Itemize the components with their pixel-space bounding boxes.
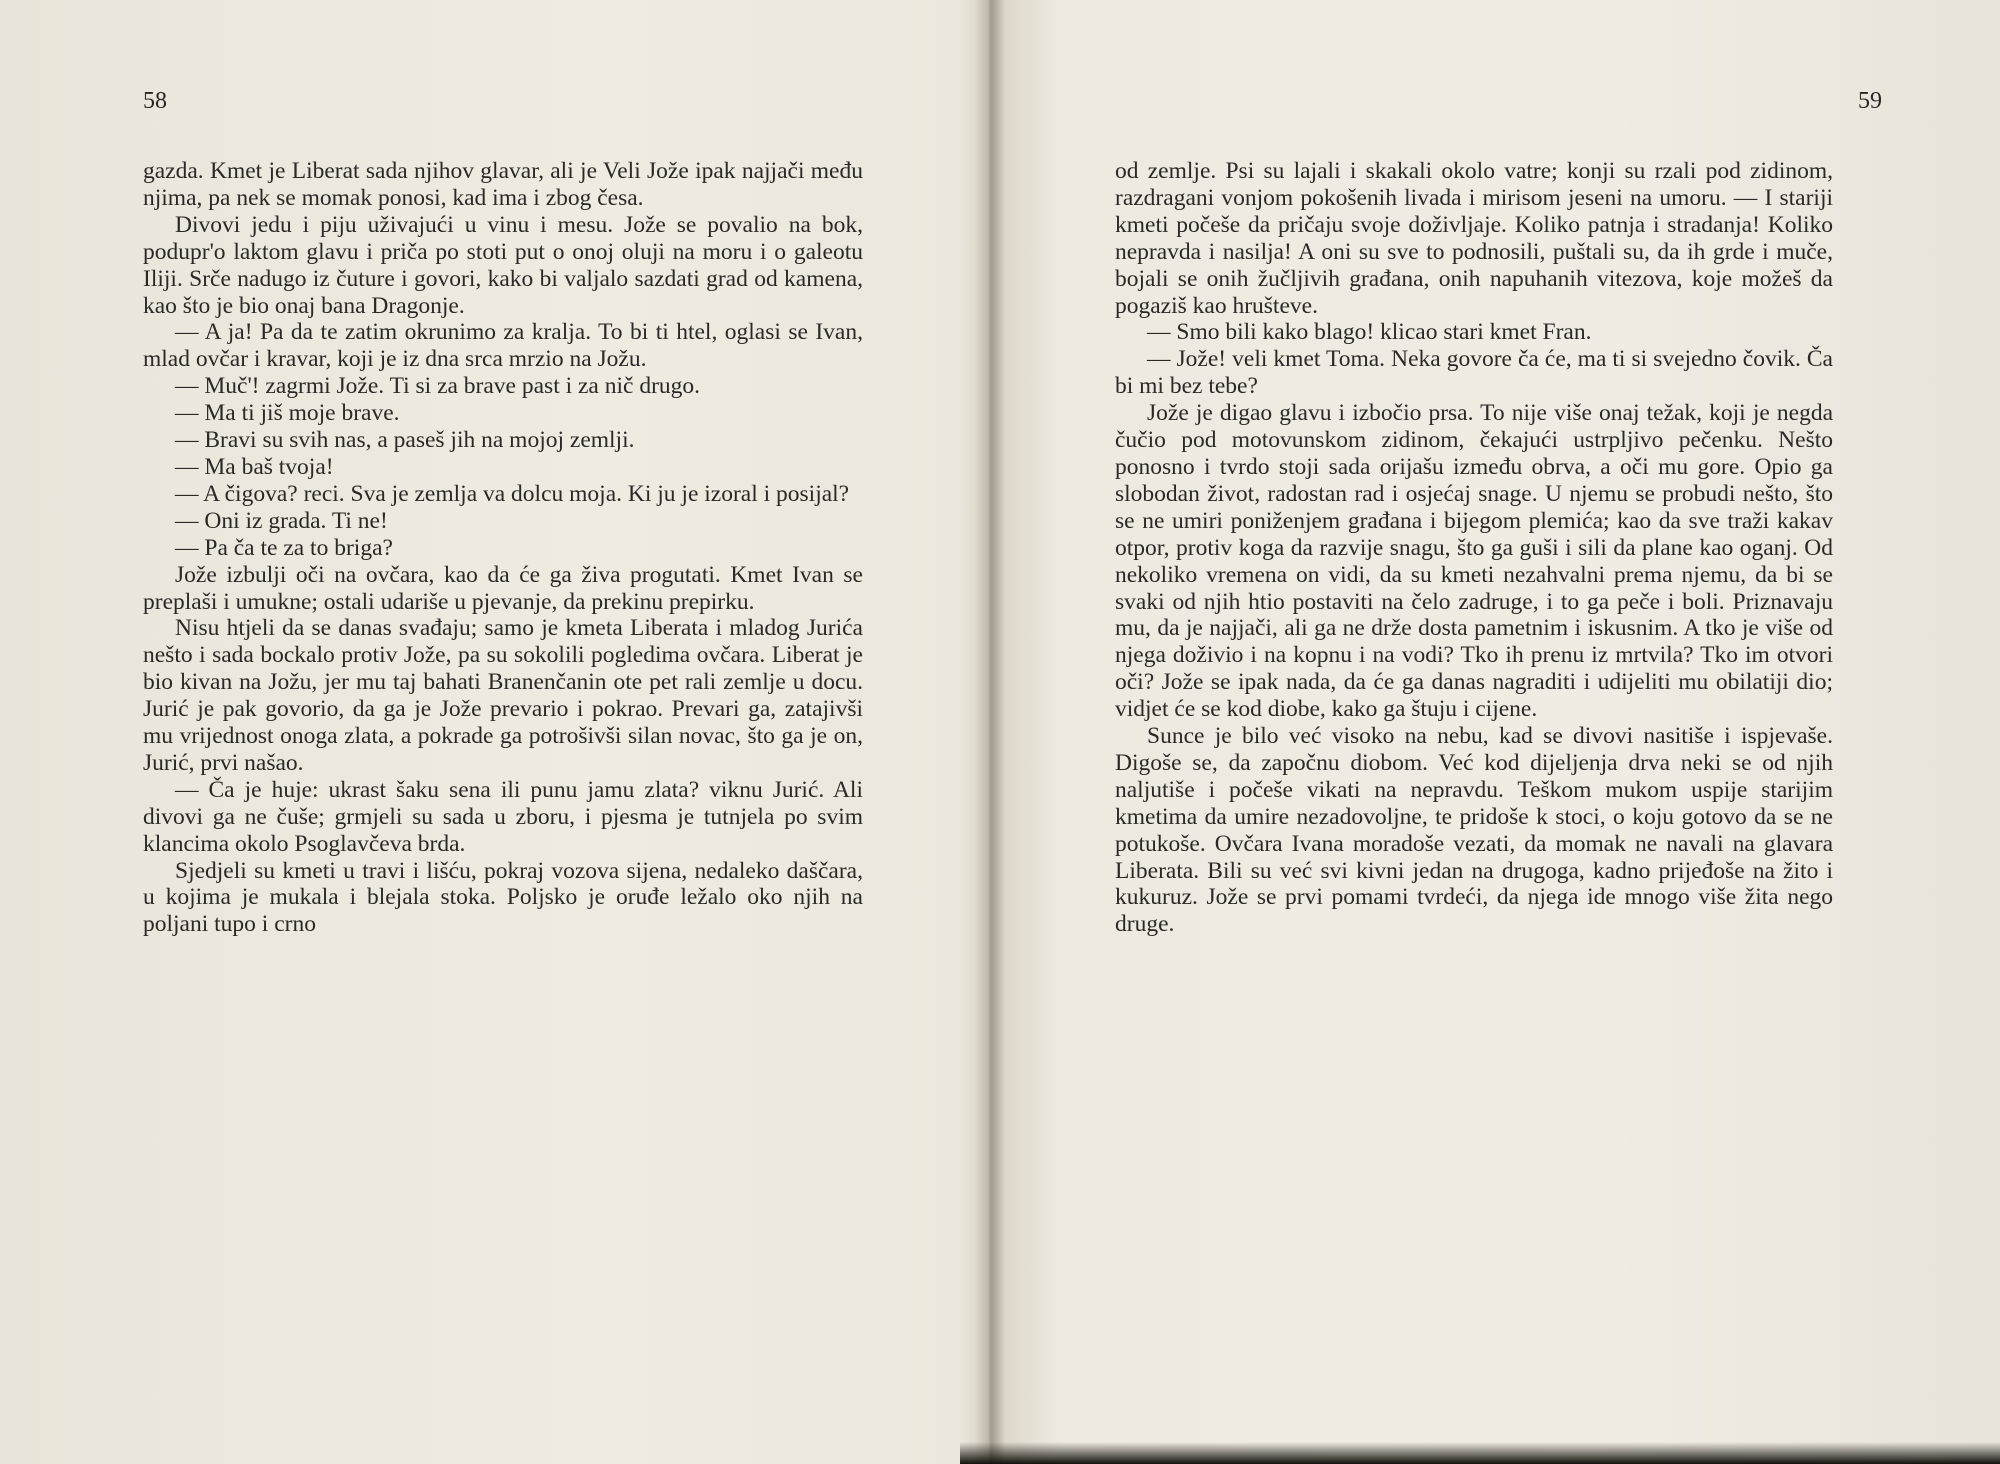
paragraph: Sunce je bilo već visoko na nebu, kad se divovi nasitiše i ispjevaše. Digoše se, da započnu diobom. Već kod dijeljenja drva neki se od njih naljutiše i počeše vikati na nepravdu. Teškom mukom uspije starijim kmetima da umire nezadovoljne, te pridoše k stoci, o koju gotovo da se ne potukoše. Ovčara Ivana moradoše vezati, da momak ne navali na glavara Liberata. Bili su već svi kivni jedan na drugoga, kadno prijeđoše na žito i kukuruz. Jože se prvi pomami tvrdeći, da njega ide mnogo više žita nego druge. <box>1115 723 1833 938</box>
right-page <box>1000 0 2000 1464</box>
right-page-text <box>1115 158 1833 938</box>
paragraph: Jože izbulji oči na ovčara, kao da će ga živa progutati. Kmet Ivan se preplaši i umukne; ostali udariše u pjevanje, da prekinu prepirku. <box>143 561 863 615</box>
paragraph: — Ma baš tvoja! <box>175 453 334 480</box>
paragraph: Sjedjeli su kmeti u travi i lišću, pokraj vozova sijena, nedaleko daščara, u kojima je mukala i blejala stoka. Poljsko je oruđe ležalo oko njih na poljani tupo i crno <box>143 857 863 938</box>
paragraph: Nisu htjeli da se danas svađaju; samo je kmeta Liberata i mladog Jurića nešto i sada bockalo protiv Jože, pa su sokolili pogledima ovčara. Liberat je bio kivan na Jožu, jer mu taj bahati Branenčanin ote pet rali zemlje u docu. Jurić je pak govorio, da ga je Jože prevario i pokrao. Prevari ga, zatajivši mu vrijednost onoga zlata, a pokrade ga potrošivši silan novac, što ga je on, Jurić, prvi našao. <box>143 615 863 776</box>
left-page-text <box>143 158 863 938</box>
paragraph: — Ma ti jiš moje brave. <box>175 400 400 427</box>
paragraph: — Ča je huje: ukrast šaku sena ili punu jamu zlata? viknu Jurić. Ali divovi ga ne čuše; grmjeli su sada u zboru, i pjesma je tutnjela po svim klancima okolo Psoglavčeva brda. <box>143 776 863 857</box>
paragraph: Divovi jedu i piju uživajući u vinu i mesu. Jože se povalio na bok, podupr'o laktom glavu i priča po stoti put o onoj oluji na moru i o galeotu Iliji. Srče nadugo iz čuture i govori, kako bi valjalo sazdati grad od kamena, kao što je bio onaj bana Dragonje. <box>143 211 863 319</box>
paragraph: — Oni iz grada. Ti ne! <box>175 507 388 534</box>
paragraph: — A čigova? reci. Sva je zemlja va dolcu moja. Ki ju je izoral i posijal? <box>175 480 850 507</box>
left-page <box>0 0 988 1464</box>
paragraph: — Smo bili kako blago! klicao stari kmet Fran. <box>1147 319 1592 346</box>
page-bottom-shadow <box>960 1442 2000 1464</box>
paragraph: Jože je digao glavu i izbočio prsa. To nije više onaj težak, koji je negda čučio pod motovunskom zidinom, čekajući ustrpljivo pečenku. Nešto ponosno i tvrdo stoji sada orijašu između obrva, a oči mu gore. Opio ga slobodan život, radostan rad i osjećaj snage. U njemu se probudi nešto, što se ne umiri poniženjem građana i bijegom plemića; kao da sve traži kakav otpor, protiv koga da razvije snagu, što ga guši i sili da plane kao oganj. Od nekoliko vremena on vidi, da su kmeti nezahvalni prema njemu, da bi se svaki od njih htio postaviti na čelo zadruge, i to ga peče i boli. Priznavaju mu, da je najjači, ali ga ne drže dosta pametnim i iskusnim. A tko je više od njega doživio i na kopnu i na vodi? Tko ih prenu iz mrtvila? Tko im otvori oči? Jože se ipak nada, da će ga danas nagraditi i udijeliti mu obilatiji dio; vidjet će se kod diobe, kako ga štuju i cijene. <box>1115 400 1833 723</box>
paragraph: — Pa ča te za to briga? <box>175 534 393 561</box>
page-number-left: 58 <box>143 88 167 114</box>
paragraph: — Jože! veli kmet Toma. Neka govore ča će, ma ti si svejedno čovik. Ča bi mi bez tebe? <box>1115 346 1833 400</box>
paragraph: — A ja! Pa da te zatim okrunimo za kralja. To bi ti htel, oglasi se Ivan, mlad ovčar i kravar, koji je iz dna srca mrzio na Jožu. <box>143 319 863 373</box>
paragraph: — Muč'! zagrmi Jože. Ti si za brave past i za nič drugo. <box>175 373 701 400</box>
paragraph: — Bravi su svih nas, a paseš jih na mojoj zemlji. <box>175 427 635 454</box>
paragraph: gazda. Kmet je Liberat sada njihov glavar, ali je Veli Jože ipak najjači među njima, pa nek se momak ponosi, kad ima i zbog česa. <box>143 158 863 211</box>
page-number-right: 59 <box>1858 88 1882 114</box>
paragraph: od zemlje. Psi su lajali i skakali okolo vatre; konji su rzali pod zidinom, razdragani vonjom pokošenih livada i mirisom jeseni na umoru. — I stariji kmeti počeše da pričaju svoje doživljaje. Koliko patnja i stradanja! Koliko nepravda i nasilja! A oni su sve to podnosili, puštali su, da ih grde i muče, bojali se onih žučljivih građana, onih napuhanih vitezova, koje možeš da pogaziš kao hrušteve. <box>1115 158 1833 319</box>
